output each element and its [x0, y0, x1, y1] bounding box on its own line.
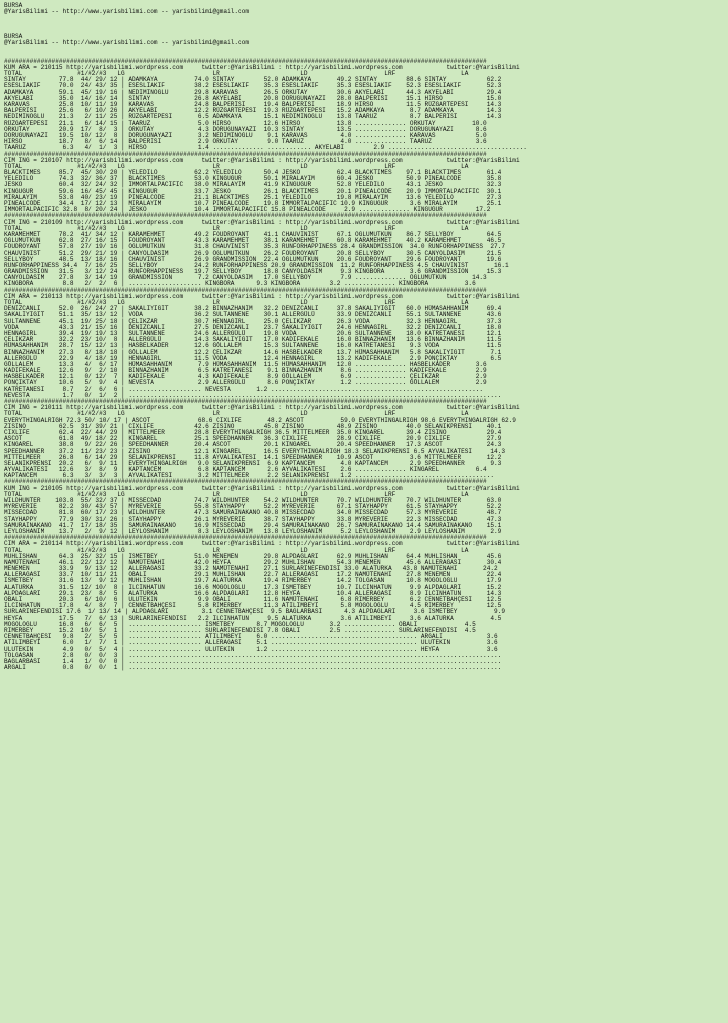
result-row: NAMÜTENAHI 46.1 22/ 12/ 12 | NAMÜTENAHI 42.0 HEYFA 29.2 MUHLISHAN 54.3 MENEMEN 45.6 ALLERAGASI 30.4 [4, 558, 502, 566]
race-title-line: KUM ARA = 210115 http://yarisbilimi.wordpress.com twitter:@YarisBilimi : http://yarisbilimi.wordpress.com twitter:@YarisBilimi [4, 63, 520, 71]
result-row: MUHLISHAN 64.3 25/ 32/ 15 | ISMETBEY 51.0 MENEMEN 29.8 ALPDAGLARI 62.9 MUHLISHAN 64.4 MUHLISHAN 45.6 [4, 552, 502, 560]
result-row: ALLERGÜLÜ 22.9 4/ 18/ 19 | HENNAGIRL 11.5 VODA 12.4 HENNAGIRL 13.2 KADIFEKALE 2.9 PONÇIKTAY 6.5 [4, 354, 502, 362]
race-title-line: CIM ING = 210107 http://yarisbilimi.wordpress.com twitter:@YarisBilimi : http://yarisbilimi.wordpress.com twitter:@YarisBilimi [4, 156, 520, 164]
column-header-line: TOTAL #1/#2/#3 LG LR LD LRF LA [4, 410, 469, 418]
result-row: HEYFA 17.5 7/ 6/ 13 | SURLARINEFENDISI 2.2 ILCINHATUN 9.5 ALATURKA 3.6 ATILIMBEYI 3.6 ALATURKA 4.5 [4, 614, 502, 622]
result-row: ISMETBEY 31.6 13/ 9/ 12 | MUHLISHAN 19.7 ALATURKA 19.4 RIMERBEY 14.2 TOLGASAN 10.8 MOGOLOGLU 17.9 [4, 577, 502, 585]
result-row: CHAUVINIST 51.2 29/ 21/ 19 | CANYOLDASIM 26.9 OGLUMUTKUN 26.2 FOUDROYANT 20.8 SELLYBOY 30.5 CANYOLDASIM 21.5 [4, 249, 502, 257]
result-row: AKYELABI 35.0 14/ 16/ 14 | SINTAY 26.8 AKYELABI 20.8 DORUGUNAYAZI 28.0 BALPERISI 15.1 HIRSO 15.0 [4, 94, 502, 102]
result-row: TAARUZ 6.3 4/ 1/ 3 | HIRSO 1.4 .............. ............ AKYELABI 2.9 ...................................... [4, 144, 527, 152]
result-row: CANYOLDASIM 27.8 3/ 14/ 19 | GRANDMISSION 7.2 CANYOLDASIM 17.0 SELLYBOY 7.9 .............. OGLUMUTKUN 14.3 [4, 274, 487, 282]
result-row: ALLERAGASI 33.7 10/ 11/ 21 | OBALI 29.1 MUHLISHAN 22.7 ALLERAGASI 17.2 NAMÜTENAHI 27.8 MENEMEN 22.4 [4, 571, 502, 579]
result-row: SINTAY 77.8 44/ 29/ 12 | ADAMKAYA 74.0 SINTAY 52.0 ADAMKAYA 49.2 SINTAY 88.6 SINTAY 62.2 [4, 76, 502, 84]
result-row: GRANDMISSION 31.5 3/ 12/ 24 | RUNFORHAPPINESS 19.7 SELLYBOY 18.8 CANYOLDASIM 9.3 KINGBORA 3.6 GRANDMISSION 15.3 [4, 268, 502, 276]
column-header-line: TOTAL #1/#2/#3 LG LR LD LRF LA [4, 70, 469, 78]
result-row: SAKALIYIGIT 51.1 35/ 13/ 12 | VODA 36.2 SULTANNENE 30.1 ALLERGÜLÜ 33.9 DENIZCANLI 55.1 SULTANNENE 43.6 [4, 311, 502, 319]
result-row: KARAMEHMET 78.2 41/ 34/ 12 | KARAMEHMET 49.2 FOUDROYANT 41.1 CHAUVINIST 67.1 OGLUMUTKUN 86.7 SELLYBOY 64.5 [4, 230, 502, 238]
race-title-line: KUM ING = 210105 http://yarisbilimi.wordpress.com twitter:@YarisBilimi : http://yarisbilimi.wordpress.com twitter:@YarisBilimi [4, 484, 520, 492]
result-row: RÜZGARTEPESI 21.1 6/ 14/ 15 | TAARUZ 5.0 HIRSO 12.6 HIRSO 13.8 .............. ORKUTAY 10.0 [4, 119, 487, 127]
result-row: KAPTANCEM 6.3 3/ 3/ 3 | AYVALIKATESI 3.2 MITTELMEER 2.2 SELANIKPRENSI 1.2 ...................................... [4, 472, 495, 480]
result-row: ESESLIAKIF 70.0 24/ 43/ 35 | ESESLIAKIF 38.2 ESESLIAKIF 35.3 ESESLIAKIF 35.3 ESESLIAKIF 52.3 ESESLIAKIF 52.3 [4, 82, 502, 90]
result-row: VODA 43.3 21/ 15/ 16 | DENIZCANLI 27.5 DENIZCANLI 23.7 SAKALIYIGIT 24.6 HENNAGIRL 32.2 DENIZCANLI 18.0 [4, 323, 502, 331]
result-row: SULTANNENE 45.1 19/ 25/ 18 | ÇELIKZAR 30.7 HENNAGIRL 25.0 ÇELIKZAR 26.3 VODA 32.3 HENNAGIRL 37.3 [4, 317, 502, 325]
result-row: LEYLOSHANIM 13.7 2/ 9/ 12 | LEYLOSHANIM 8.3 LEYLOSHANIM 13.8 LEYLOSHANIM 5.2 LEYLOSHANIM 2.9 LEYLOSHANIM 2.9 [4, 527, 502, 535]
result-row: TOLGASAN 2.8 0/ 0/ 3 | ...................................................................................................... [4, 651, 502, 659]
separator-line: #################################################################################################################################### [4, 398, 487, 405]
result-row: NEVESTA 1.7 0/ 1/ 2 | ...................................................................................................... [4, 391, 502, 399]
result-row: KINGBORA 8.8 2/ 2/ 6 | .................... KINGBORA 9.3 KINGBORA 3.2 .............. KINGBORA 3.6 [4, 280, 476, 288]
column-header-line: TOTAL #1/#2/#3 LG LR LD LRF LA [4, 162, 469, 170]
result-row: JESKO 60.4 32/ 24/ 32 | IMMORTALPACIFIC 38.0 MIRALAYIM 41.9 KINGUGUR 52.8 YELEDILO 43.1 JESKO 32.3 [4, 181, 502, 189]
result-row: SELANIKPRENSI 20.2 6/ 9/ 11 | EVERYTHINGALRIGH 9.0 SELANIKPRENSI 6.9 KAPTANCEM 4.0 KAPTANCEM 2.9 SPEEDHANNER 9.3 [4, 459, 502, 467]
result-row: BINNAZHANIM 27.3 8/ 18/ 18 | GÖLLALEM 12.2 ÇELIKZAR 14.6 HASBELKADER 13.7 HÜMASAHHANIM 5.8 SAKALIYIGIT 7.1 [4, 348, 502, 356]
result-row: MITTELMEER 26.8 6/ 14/ 29 | SELANIKPRENSI 11.8 AYVALIKATESI 14.1 SPEEDHANNER 10.9 ASCOT 3.6 MITTELMEER 12.2 [4, 453, 502, 461]
header-line: BURSA [4, 2, 23, 9]
result-row: ORKUTAY 20.9 17/ 8/ 3 | ORKUTAY 4.3 DORUGUNAYAZI 10.3 SINTAY 13.5 .............. DORUGUNAYAZI 8.6 [4, 125, 487, 133]
result-row: PINEALCODE 34.4 17/ 12/ 13 | MIRALAYIM 10.7 PINEALCODE 19.8 IMMORTALPACIFIC 10.9 KINGUGUR 3.6 MIRALAYIM 25.1 [4, 200, 502, 207]
separator-line: #################################################################################################################################### [4, 57, 487, 65]
result-row: ALPDAGLARI 29.1 23/ 8/ 5 | ALATURKA 16.6 ALPDAGLARI 12.8 HEYFA 10.4 ALLERAGASI 8.9 ILCINHATUN 14.3 [4, 589, 502, 597]
result-row: MOGOLOGLU 16.8 6/ 6/ 5 | .................... ISMETBEY 8.7 MOGOLOGLU 3.2 .............. OBALI 4.5 [4, 620, 476, 628]
result-row: SELLYBOY 48.5 13/ 18/ 16 | CHAUVINIST 26.9 GRANDMISSION 22.4 OGLUMUTKUN 20.6 FOUDROYANT 29.6 FOUDROYANT 19.6 [4, 255, 502, 263]
result-row: BALPERISI 25.6 6/ 10/ 26 | AKYELABI 12.2 RÜZGARTEPESI 19.3 RÜZGARTEPESI 15.2 ADAMKAYA 8.7 ADAMKAYA 14.3 [4, 107, 502, 115]
results-blocks [4, 59, 724, 672]
result-row: KINGUGUR 59.6 16/ 45/ 45 | KINGUGUR 33.7 JESKO 26.1 BLACKTIMES 20.1 PINEALCODE 20.9 IMMORTALPACIFIC 30.1 [4, 187, 502, 195]
result-row: BAGLARBASI 1.4 1/ 0/ 0 | ...................................................................................................... [4, 657, 502, 665]
result-row: KINGAREL 38.8 9/ 22/ 26 | SPEEDHANNER 20.4 ASCOT 20.1 KINGAREL 20.4 SPEEDHANNER 17.3 ASCOT 24.3 [4, 441, 502, 449]
result-row: SPEEDHANNER 37.2 11/ 23/ 23 | ZISINO 12.1 KINGAREL 16.5 EVERYTHINGALRIGH 18.3 SELANIKPRENSI 6.5 AYVALIKATESI 14.3 [4, 447, 505, 455]
column-header-line: TOTAL #1/#2/#3 LG LR LD LRF LA [4, 490, 469, 498]
result-row: KADIFEKALE 12.6 9/ 2/ 10 | BINNAZHANIM 6.5 KATRETANESI 9.1 BINNAZHANIM 8.6 .............. KADIFEKALE 2.9 [4, 367, 487, 375]
separator-line: #################################################################################################################################### [4, 212, 487, 220]
race-title-line: CIM ING = 210111 http://yarisbilimi.wordpress.com twitter:@YarisBilimi : http://yarisbilimi.wordpress.com twitter:@YarisBilimi [4, 404, 520, 412]
document-header [4, 3, 724, 59]
result-row: MIRALAYIM 53.8 40/ 23/ 19 | PINEALCODE 21.1 BLACKTIMES 25.1 YELEDILO 19.8 MIRALAYIM 13.6 YELEDILO 27.3 [4, 193, 502, 201]
result-row: ZISINO 62.5 31/ 39/ 21 | CIXLIFE 42.6 ZISINO 45.8 ZISINO 48.9 ZISINO 40.0 SELANIKPRENSI 40.1 [4, 422, 502, 430]
separator-line: #################################################################################################################################### [4, 534, 487, 542]
result-row: DORUGUNAYAZI 19.5 10/ 12/ 8 | DORUGUNAYAZI 3.2 NEDIMINOGLU 9.1 KARAVAS 4.0 .............. KARAVAS 5.0 [4, 131, 487, 139]
header-line: @YarisBilimi -- http://www.yarisbilimi.com -- yarisbilimi@gmail.com [4, 39, 250, 47]
result-row: STAYHAPPY 77.9 30/ 31/ 26 | STAYHAPPY 26.1 MYREVERIE 38.7 STAYHAPPY 33.8 MYREVERIE 22.3 MISSECDAD 47.3 [4, 515, 502, 523]
result-row: DENIZCANLI 52.0 26/ 24/ 27 | SAKALIYIGIT 38.2 BINNAZHANIM 32.2 DENIZCANLI 37.8 SAKALIYIGIT 60.0 HÜMASAHHANIM 69.4 [4, 305, 502, 313]
result-row: OBALI 20.3 6/ 10/ 6 | ULUTEKIN 9.9 OBALI 11.6 NAMÜTENAHI 6.8 RIMERBEY 6.2 CENNETBAHÇESI 12.5 [4, 596, 502, 603]
result-row: YELEDILO 74.3 32/ 36/ 37 | BLACKTIMES 53.0 KINGUGUR 50.1 MIRALAYIM 60.4 JESKO 50.9 PINEALCODE 35.8 [4, 175, 502, 183]
result-row: FOUDROYANT 57.8 27/ 19/ 16 | OGLUMUTKUN 31.8 CHAUVINIST 35.3 RUNFORHAPPINESS 28.4 GRANDMISSION 34.0 RUNFORHAPPINESS 27.7 [4, 243, 505, 251]
result-row: MISSECDAD 81.8 60/ 17/ 23 | WILDHUNTER 47.3 SAMURAINAKANO 40.8 MISSECDAD 34.0 MISSECDAD 57.3 MYREVERIE 48.7 [4, 509, 502, 517]
result-row: AYVALIKATESI 12.6 3/ 8/ 9 | KAPTANCEM 6.8 KAPTANCEM 2.6 AYVALIKATESI 2.6 .............. KINGAREL 6.4 [4, 466, 487, 474]
result-row: GÖLLALEM 13.3 4/ 6/ 17 | HÜMASAHHANIM 7.9 HÜMASAHHANIM 11.5 HÜMASAHHANIM 12.0 .............. HASBELKADER 3.6 [4, 360, 487, 368]
result-row: BLACKTIMES 85.7 45/ 30/ 20 | YELEDILO 62.2 YELEDILO 50.4 JESKO 62.4 BLACKTIMES 97.1 BLACKTIMES 61.4 [4, 169, 502, 177]
result-row: HÜMASAHHANIM 28.7 15/ 12/ 13 | HASBELKADER 12.6 GÖLLALEM 15.3 SULTANNENE 16.0 KATRETANESI 9.3 VODA 11.5 [4, 342, 502, 350]
result-row: ADAMKAYA 59.1 45/ 19/ 16 | NEDIMINOGLU 29.8 KARAVAS 26.5 ORKUTAY 30.6 AKYELABI 44.3 AKYELABI 29.4 [4, 88, 502, 96]
result-row: PONÇIKTAY 10.6 5/ 9/ 4 | NEVESTA 2.9 ALLERGÜLÜ 8.6 PONÇIKTAY 1.2 .............. GÖLLALEM 2.9 [4, 379, 487, 387]
separator-line: #################################################################################################################################### [4, 150, 487, 158]
result-row: ULUTEKIN 4.9 0/ 5/ 4 | .................... ULUTEKIN 1.2 ........................................ HEYFA 3.6 [4, 645, 498, 653]
header-line: BURSA [4, 32, 23, 40]
header-line: @YarisBilimi -- http://www.yarisbilimi.com -- yarisbilimi@gmail.com [4, 8, 250, 16]
result-row: ALATURKA 31.5 12/ 10/ 8 | ILCINHATUN 16.6 MOGOLOGLU 17.3 ISMETBEY 10.7 ILCINHATUN 9.9 ALPDAGLARI 15.2 [4, 583, 502, 591]
column-header-line: TOTAL #1/#2/#3 LG LR LD LRF LA [4, 299, 469, 306]
result-row: NEDIMINOGLU 21.3 2/ 11/ 25 | RÜZGARTEPESI 6.5 ADAMKAYA 15.1 NEDIMINOGLU 13.8 TAARUZ 8.7 BALPERISI 14.3 [4, 113, 502, 121]
result-row: SURLARINEFENDISI 17.6 1/ 13/ 14 | ALPDAGLARI 3.1 CENNETBAHÇESI 9.5 BAGLARBASI 4.3 ALPDAGLARI 3.6 ISMETBEY 9.9 [4, 608, 505, 616]
race-title-line: CIM ING = 210109 http://yarisbilimi.wordpress.com twitter:@YarisBilimi : http://yarisbilimi.wordpress.com twitter:@YarisBilimi [4, 218, 520, 226]
result-row: CENNETBAHÇESI 9.8 2/ 5/ 5 | .................... ATILIMBEYI 6.0 ........................................ ARGALI 3.6 [4, 633, 498, 641]
result-row: IMMORTALPACIFIC 32.8 8/ 20/ 24 | JESKO 10.4 IMMORTALPACIFIC 15.8 PINEALCODE 2.9 .............. KINGUGUR 17.2 [4, 206, 491, 214]
result-row: SAMURAINAKANO 41.7 17/ 18/ 35 | SAMURAINAKANO 16.9 MISSECDAD 29.4 SAMURAINAKANO 26.7 SAMURAINAKANO 14.4 SAMURAINAKANO 15.1 [4, 521, 502, 529]
result-row: ÇELIKZAR 32.2 23/ 10/ 8 | ALLERGÜLÜ 14.3 SAKALIYIGIT 17.0 KADIFEKALE 16.0 BINNAZHANIM 13.6 BINNAZHANIM 11.5 [4, 336, 502, 344]
result-row: KARAVAS 25.8 10/ 11/ 19 | KARAVAS 24.8 BALPERISI 19.4 BALPERISI 18.9 HIRSO 11.5 RÜZGARTEPESI 14.3 [4, 101, 502, 108]
column-header-line: TOTAL #1/#2/#3 LG LR LD LRF LA [4, 224, 469, 232]
result-row: RUNFORHAPPINESS 34.4 7/ 16/ 25 | SELLYBOY 24.2 RUNFORHAPPINESS 20.9 GRANDMISSION 11.2 RUNFORHAPPINESS 4.5 CHAUVINIST 16.1 [4, 261, 509, 269]
separator-line: #################################################################################################################################### [4, 286, 487, 294]
column-header-line: TOTAL #1/#2/#3 LG LR LD LRF LA [4, 546, 469, 554]
result-row: RIMERBEY 15.2 10/ 5/ 1 | .................... SURLARINEFENDISI 7.8 OBALI 2.5 .............. SURLARINEFENDISI 4.5 [4, 626, 476, 634]
result-row: WILDHUNTER 103.8 55/ 32/ 37 | MISSECDAD 74.7 WILDHUNTER 54.2 WILDHUNTER 70.7 WILDHUNTER 70.7 WILDHUNTER 63.0 [4, 497, 502, 504]
race-title-line: CIM ARA = 210114 http://yarisbilimi.wordpress.com twitter:@YarisBilimi : http://yarisbilimi.wordpress.com twitter:@YarisBilimi [4, 540, 520, 548]
result-row: EVERYTHINGALRIGH 72.3 50/ 10/ 17 | ASCOT 68.6 CIXLIFE 48.2 ASCOT 59.0 EVERYTHINGALRIGH 98.6 EVERYTHINGALRIGH 62.9 [4, 416, 516, 424]
result-row: HASBELKADER 12.1 0/ 12/ 7 | KADIFEKALE 4.3 KADIFEKALE 8.9 GÖLLALEM 6.9 .............. ÇELIKZAR 2.9 [4, 373, 487, 381]
result-row: ARGALI 0.8 0/ 0/ 1 | ...................................................................................................... [4, 664, 502, 672]
result-row: KATRETANESI 8.7 2/ 6/ 6 | .................... NEVESTA 1.2 .......................................................... [4, 385, 484, 393]
result-row: MENEMEN 33.9 9/ 13/ 12 | ALLERAGASI 33.2 NAMÜTENAHI 27.1 SURLARINEFENDISI 33.0 ALATURKA 43.8 NAMÜTENAHI 24.2 [4, 565, 498, 573]
separator-line: #################################################################################################################################### [4, 478, 487, 486]
result-row: CIXLIFE 62.4 22/ 44/ 29 | MITTELMEER 28.8 EVERYTHINGALRIGH 36.5 MITTELMEER 35.0 KINGAREL 39.4 ZISINO 29.4 [4, 428, 502, 436]
race-title-line: CIM ARA = 210113 http://yarisbilimi.wordpress.com twitter:@YarisBilimi : http://yarisbilimi.wordpress.com twitter:@YarisBilimi [4, 292, 520, 300]
result-row: ASCOT 61.8 49/ 18/ 22 | KINGAREL 25.1 SPEEDHANNER 36.3 CIXLIFE 28.9 CIXLIFE 20.9 CIXLIFE 27.9 [4, 435, 502, 443]
result-row: HENNAGIRL 39.4 19/ 19/ 13 | SULTANNENE 24.6 ALLERGÜLÜ 19.8 VODA 20.6 SULTANNENE 18.0 KATRETANESI 12.1 [4, 329, 502, 337]
result-row: OGLUMUTKUN 62.8 27/ 16/ 15 | FOUDROYANT 43.3 KARAMEHMET 38.1 KARAMEHMET 60.8 KARAMEHMET 40.2 KARAMEHMET 46.5 [4, 237, 502, 245]
result-row: HIRSO 18.7 8/ 6/ 14 | BALPERISI 2.9 ORKUTAY 9.0 TAARUZ 4.0 .............. TAARUZ 3.6 [4, 138, 487, 146]
result-row: ILCINHATUN 17.8 4/ 8/ 7 | CENNETBAHÇESI 5.8 RIMERBEY 11.3 ATILIMBEYI 5.8 MOGOLOGLU 4.5 RIMERBEY 12.5 [4, 602, 502, 610]
result-row: ATILIMBEYI 6.0 1/ 7/ 1 | .................... ALLERAGASI 5.1 ........................................ ULUTEKIN 3.6 [4, 639, 498, 647]
result-row: MYREVERIE 82.2 30/ 43/ 57 | MYREVERIE 55.8 STAYHAPPY 52.2 MYREVERIE 67.1 STAYHAPPY 61.5 STAYHAPPY 52.2 [4, 503, 502, 511]
